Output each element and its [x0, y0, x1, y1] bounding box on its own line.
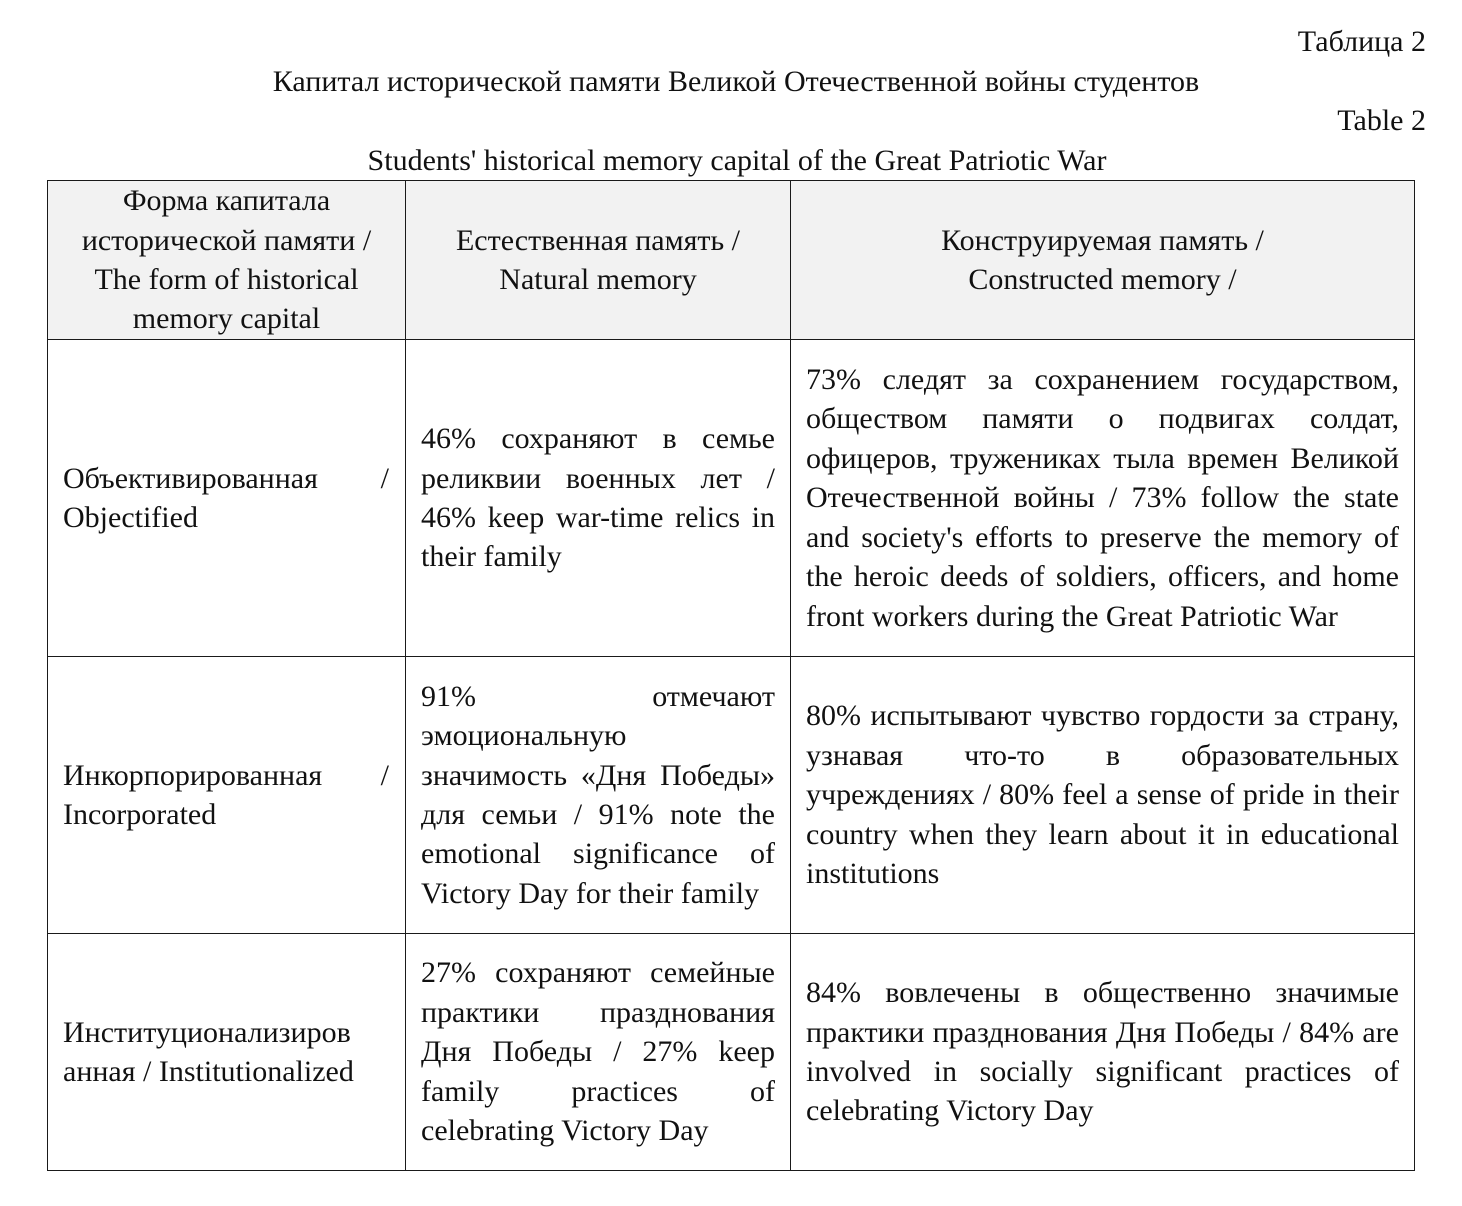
cell-constructed	[791, 657, 1415, 934]
header-form	[48, 181, 406, 340]
header-constructed-memory	[791, 181, 1415, 340]
header-constructed-text: Конструируемая память / Constructed memory /	[941, 223, 1264, 296]
cell-natural	[406, 934, 791, 1171]
cell-constructed	[791, 934, 1415, 1171]
table-row	[48, 934, 1415, 1171]
header-natural-text: Естественная память / Natural memory	[455, 223, 741, 296]
form-text: Инкорпорированная / Incorporated	[63, 758, 389, 831]
table-number-en: Table 2	[1337, 104, 1426, 137]
table-number-ru: Таблица 2	[1297, 25, 1426, 58]
table-row	[48, 340, 1415, 657]
natural-text: 46% сохраняют в семье реликвии военных лет / 46% keep war-time relics in their family	[421, 422, 775, 574]
table-title-ru: Капитал исторической памяти Великой Отечественной войны студентов	[272, 65, 1200, 98]
cell-form	[48, 657, 406, 934]
table-row	[48, 657, 1415, 934]
table-title-en: Students' historical memory capital of the Great Patriotic War	[367, 144, 1107, 177]
form-text: Объективированная / Objectified	[63, 461, 389, 534]
header-form-text: Форма капитала исторической памяти / The form of historical memory capital	[81, 184, 372, 336]
cell-form	[48, 934, 406, 1171]
header-natural-memory	[406, 181, 791, 340]
natural-text: 27% сохраняют семейные практики празднования Дня Победы / 27% keep family practices of celebrating Victory Day	[421, 956, 775, 1148]
cell-natural	[406, 657, 791, 934]
memory-capital-table	[47, 180, 1415, 1171]
table-header-row	[48, 181, 1415, 340]
natural-text: 91% отмечают эмоциональную значимость «Дня Победы» для семьи / 91% note the emotional significance of Victory Day for their family	[421, 679, 775, 910]
constructed-text: 84% вовлечены в общественно значимые практики празднования Дня Победы / 84% are involved in socially significant practices of celebrating Victory Day	[806, 976, 1399, 1128]
constructed-text: 73% следят за сохранением государством, обществом памяти о подвигах солдат, офицеров, тружениках тыла времен Великой Отечественной войны / 73% follow the state and society's efforts to preserve the memory of the heroic deeds of soldiers, officers, and home front workers during the Great Patriotic War	[806, 363, 1399, 633]
constructed-text: 80% испытывают чувство гордости за страну, узнавая что-то в образовательных учреждениях / 80% feel a sense of pride in their country when they learn about it in educational institutions	[806, 699, 1399, 891]
cell-form	[48, 340, 406, 657]
form-text: Институционализированная / Institutionalized	[63, 1015, 354, 1088]
cell-constructed	[791, 340, 1415, 657]
cell-natural	[406, 340, 791, 657]
